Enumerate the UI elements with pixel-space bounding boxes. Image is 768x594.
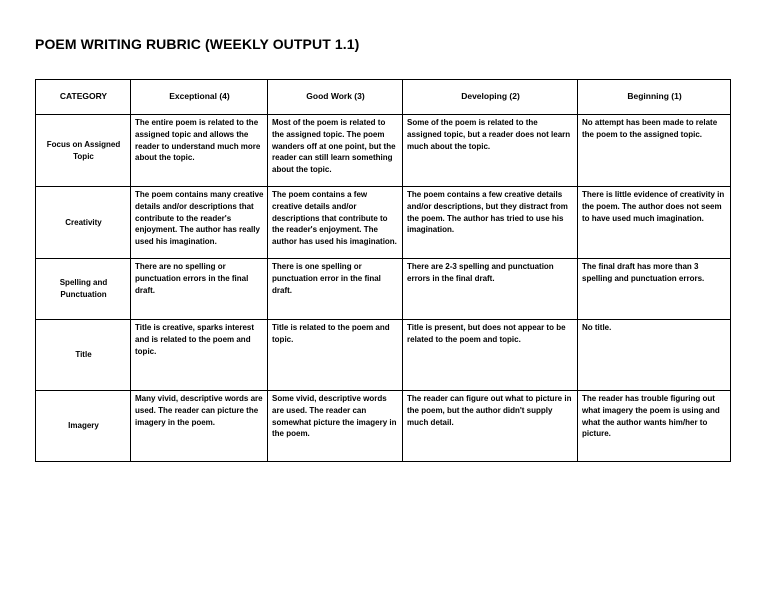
page-title: POEM WRITING RUBRIC (WEEKLY OUTPUT 1.1) bbox=[35, 36, 360, 52]
rubric-cell: The poem contains a few creative details and/or descriptions that contribute to the reader's enjoyment. The author has used his imagination. bbox=[268, 187, 403, 259]
rubric-cell: Some of the poem is related to the assigned topic, but a reader does not learn much about the topic. bbox=[403, 115, 578, 187]
rubric-cell: There is one spelling or punctuation error in the final draft. bbox=[268, 259, 403, 320]
rubric-cell: Most of the poem is related to the assigned topic. The poem wanders off at one point, but the reader can still learn something about the topic. bbox=[268, 115, 403, 187]
rubric-cell: The poem contains a few creative details and/or descriptions, but they distract from the poem. The author has tried to use his imagination. bbox=[403, 187, 578, 259]
rubric-cell: Some vivid, descriptive words are used. The reader can somewhat picture the imagery in the poem. bbox=[268, 391, 403, 462]
table-row bbox=[36, 391, 731, 462]
category-cell: Imagery bbox=[36, 391, 131, 462]
table-row bbox=[36, 115, 731, 187]
header-good-work: Good Work (3) bbox=[268, 80, 403, 115]
rubric-cell: The entire poem is related to the assigned topic and allows the reader to understand much more about the topic. bbox=[131, 115, 268, 187]
header-category: CATEGORY bbox=[36, 80, 131, 115]
rubric-cell: The poem contains many creative details and/or descriptions that contribute to the reader's enjoyment. The author has really used his imagination. bbox=[131, 187, 268, 259]
table-row bbox=[36, 187, 731, 259]
rubric-table bbox=[35, 79, 731, 462]
header-developing: Developing (2) bbox=[403, 80, 578, 115]
category-cell: Creativity bbox=[36, 187, 131, 259]
rubric-cell: There are no spelling or punctuation errors in the final draft. bbox=[131, 259, 268, 320]
category-cell: Title bbox=[36, 320, 131, 391]
category-cell: Focus on Assigned Topic bbox=[36, 115, 131, 187]
rubric-cell: The reader has trouble figuring out what imagery the poem is using and what the author wants him/her to picture. bbox=[578, 391, 731, 462]
table-row bbox=[36, 320, 731, 391]
table-row bbox=[36, 259, 731, 320]
rubric-cell: Title is related to the poem and topic. bbox=[268, 320, 403, 391]
header-exceptional: Exceptional (4) bbox=[131, 80, 268, 115]
rubric-cell: Many vivid, descriptive words are used. The reader can picture the imagery in the poem. bbox=[131, 391, 268, 462]
rubric-cell: There are 2-3 spelling and punctuation errors in the final draft. bbox=[403, 259, 578, 320]
category-cell: Spelling and Punctuation bbox=[36, 259, 131, 320]
rubric-cell: Title is creative, sparks interest and is related to the poem and topic. bbox=[131, 320, 268, 391]
rubric-cell: The reader can figure out what to picture in the poem, but the author didn't supply much detail. bbox=[403, 391, 578, 462]
rubric-cell: The final draft has more than 3 spelling and punctuation errors. bbox=[578, 259, 731, 320]
header-beginning: Beginning (1) bbox=[578, 80, 731, 115]
rubric-cell: Title is present, but does not appear to be related to the poem and topic. bbox=[403, 320, 578, 391]
header-row bbox=[36, 80, 731, 115]
rubric-cell: No title. bbox=[578, 320, 731, 391]
rubric-cell: No attempt has been made to relate the poem to the assigned topic. bbox=[578, 115, 731, 187]
rubric-cell: There is little evidence of creativity in the poem. The author does not seem to have used much imagination. bbox=[578, 187, 731, 259]
